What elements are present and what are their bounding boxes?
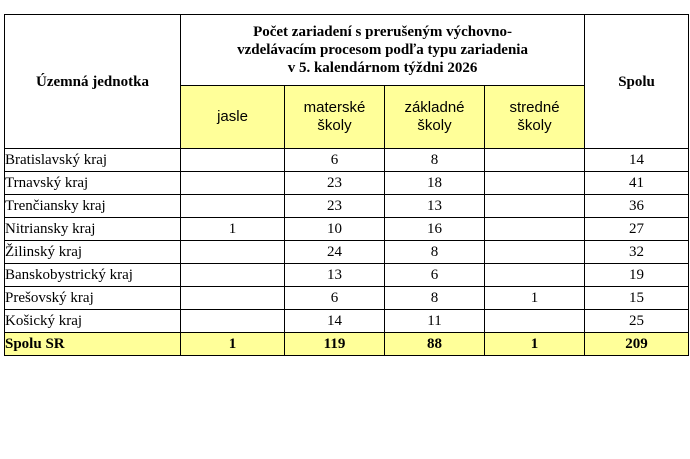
spolu-cell: 36 [585,195,689,218]
region-cell: Trenčiansky kraj [5,195,181,218]
subheader-zakladne-line-2: školy [417,117,452,134]
zakladne-cell: 88 [385,333,485,356]
materske-cell: 6 [285,149,385,172]
zakladne-cell: 8 [385,149,485,172]
jasle-cell [181,310,285,333]
header-row [5,15,689,86]
subheader-materske-line-2: školy [317,117,352,134]
subheader-materske-line-1: materské [303,99,366,116]
subheader-jasle [181,86,285,149]
region-cell: Spolu SR [5,333,181,356]
materske-cell: 13 [285,264,385,287]
materske-cell: 23 [285,195,385,218]
subheader-jasle-line-1: jasle [217,108,248,125]
materske-cell: 23 [285,172,385,195]
table-row [5,241,689,264]
subheader-materske-skoly [285,86,385,149]
stredne-cell [485,149,585,172]
region-cell: Košický kraj [5,310,181,333]
table-row [5,149,689,172]
jasle-cell [181,241,285,264]
materske-cell: 24 [285,241,385,264]
zakladne-cell: 16 [385,218,485,241]
stredne-cell [485,241,585,264]
table-row [5,218,689,241]
territorial-unit-header: Územná jednotka [5,15,181,149]
stredne-cell [485,195,585,218]
total-row [5,333,689,356]
spolu-cell: 209 [585,333,689,356]
table-row [5,264,689,287]
zakladne-cell: 13 [385,195,485,218]
jasle-cell [181,172,285,195]
zakladne-cell: 8 [385,287,485,310]
stredne-cell: 1 [485,287,585,310]
zakladne-cell: 6 [385,264,485,287]
jasle-cell [181,264,285,287]
subheader-stredne-skoly [485,86,585,149]
materske-cell: 6 [285,287,385,310]
jasle-cell [181,195,285,218]
stredne-cell: 1 [485,333,585,356]
jasle-cell [181,287,285,310]
table-row [5,172,689,195]
subheader-stredne-line-1: stredné [509,99,560,116]
materske-cell: 119 [285,333,385,356]
stredne-cell [485,310,585,333]
jasle-cell: 1 [181,333,285,356]
zakladne-cell: 11 [385,310,485,333]
facilities-table [4,14,689,356]
table-title [181,15,585,86]
region-cell: Žilinský kraj [5,241,181,264]
materske-cell: 10 [285,218,385,241]
region-cell: Nitriansky kraj [5,218,181,241]
subheader-zakladne-skoly [385,86,485,149]
spolu-cell: 41 [585,172,689,195]
title-line-3: v 5. kalendárnom týždni 2026 [287,60,478,76]
title-line-2: vzdelávacím procesom podľa typu zariadenia [237,42,528,58]
region-cell: Bratislavský kraj [5,149,181,172]
spolu-cell: 19 [585,264,689,287]
materske-cell: 14 [285,310,385,333]
region-cell: Trnavský kraj [5,172,181,195]
title-line-1: Počet zariadení s prerušeným výchovno- [253,24,512,40]
table-row [5,287,689,310]
stredne-cell [485,172,585,195]
jasle-cell [181,149,285,172]
jasle-cell: 1 [181,218,285,241]
spolu-cell: 25 [585,310,689,333]
total-column-header: Spolu [585,15,689,149]
region-cell: Banskobystrický kraj [5,264,181,287]
spolu-cell: 32 [585,241,689,264]
spolu-cell: 15 [585,287,689,310]
table-row [5,195,689,218]
subheader-stredne-line-2: školy [517,117,552,134]
stredne-cell [485,218,585,241]
table-row [5,310,689,333]
subheader-zakladne-line-1: základné [404,99,465,116]
zakladne-cell: 18 [385,172,485,195]
region-cell: Prešovský kraj [5,287,181,310]
stredne-cell [485,264,585,287]
spolu-cell: 14 [585,149,689,172]
spolu-cell: 27 [585,218,689,241]
zakladne-cell: 8 [385,241,485,264]
